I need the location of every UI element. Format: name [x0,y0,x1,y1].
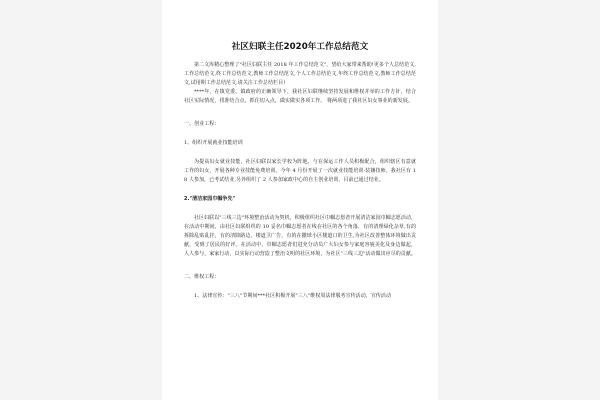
subsection-heading-training: 1、组织开展就业技能培训 [184,140,243,146]
section-heading-startup: 一、创业工程： [184,121,220,127]
document-page [162,0,438,400]
training-paragraph: 为提高妇女就业技能，社区妇联以家长学校为阵地，与在保运工作人员积极配合，组织辖区有意就工作的妇女，开展各种专业技能免费培训。今年 4 月份开展了一次就业技能培训-装镶技师。我社区有 18 人参加，已考试结业,另外组织了 2 人参加家政中心的自主创业培训，目前已通过结业。 [184,159,416,183]
legal-paragraph: 1、法律宣传："三八"节期间***社区积极开展"三八"维权周法律服务宣传活动，宣传活动 [194,293,392,299]
document-title: 社区妇联主任2020年工作总结范文 [231,42,369,52]
summary-paragraph: ****年，在镇党委、镇政府的正确领导下，我社区妇联继续坚持发展和维权并举的工作方针，结合社区实际情况，找准结合点，抓住切入点，做实做实各项工作。 将两项进了我社区妇女事业的新发展。 [184,89,416,104]
subsection-heading-clean-home: 2."清洁家园巾帼争先" [184,196,236,202]
intro-paragraph: 第二文库精心整理了"社区妇联主任 2018 年工作总结范文"，望给大家带来帮助!更多个人总结范文,工作总结范文,终工作总结范文,教师工作总结范文,个人工作总结范文,年终工作总结范文,教师工作总结范文,试用期工作总结范文,请关注工作总结栏目! [184,62,416,86]
section-heading-rights: 二、维权工程： [184,274,220,280]
clean-home-paragraph: 社区妇联以"三线三边"环境整治活动为契机，积极组织社区巾帼志愿者开展清洁家园巾帼志愿活动，在活动中期间，由社区妇联组织的 10 妥名巾帼志愿者在线在社区的各个角落，有的清理绿化杂草,有的拆除乱贴乱挂，有的清除路边、楼道卫广告，有的在撒球小区楼道口的卫生,为社区改善整体环境做出贡献，受到了居民的好评。在活动中，巾帼志愿者们进充分动员广大妇女参与家庭容貌美化及身边做起，人人参与，家家行动，以实际行动营造了整治文明的社区环境，为社区"三线三边"活动做出应尽的贡献。 [184,215,416,257]
document-body [184,42,416,301]
